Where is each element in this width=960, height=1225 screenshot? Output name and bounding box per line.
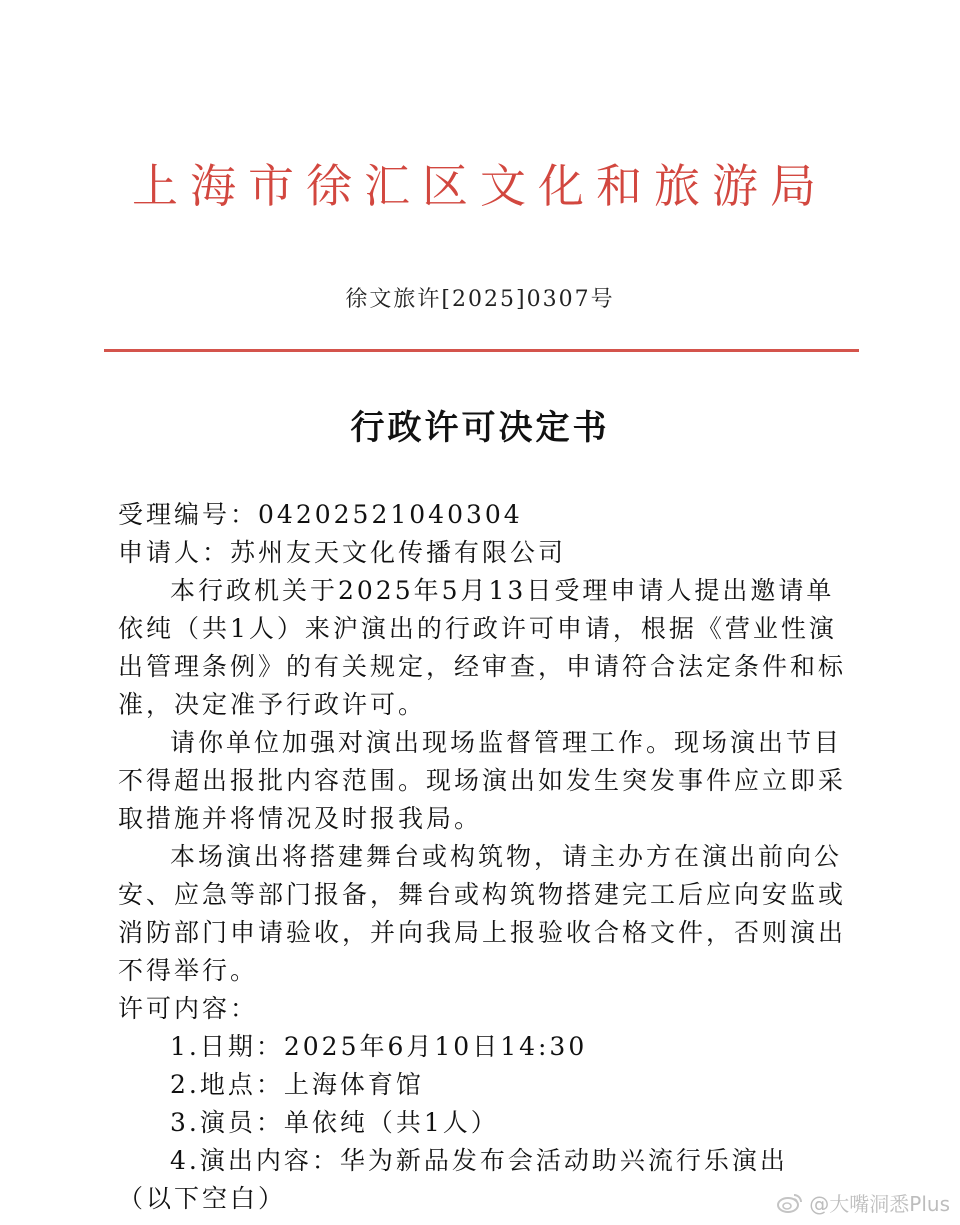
weibo-icon	[777, 1192, 803, 1214]
permit-item-venue: 2.地点：上海体育馆	[170, 1070, 424, 1099]
applicant-label: 申请人：	[118, 538, 231, 567]
paragraph-line: 本行政机关于2025年5月13日受理申请人提出邀请单	[170, 576, 835, 605]
document-body	[118, 496, 858, 1218]
paragraph-stage	[118, 838, 858, 990]
watermark-text: @大嘴洞悉Plus	[809, 1192, 950, 1216]
document-title: 行政许可决定书	[350, 408, 610, 448]
applicant-value: 苏州友天文化传播有限公司	[230, 538, 567, 567]
paragraph-approval	[118, 572, 858, 724]
permit-label: 许可内容：	[118, 994, 259, 1023]
applicant-line	[118, 534, 858, 572]
paragraph-line: 消防部门申请验收，并向我局上报验收合格文件，否则演出	[118, 918, 847, 947]
agency-header: 上海市徐汇区文化和旅游局	[132, 159, 828, 213]
paragraph-supervision	[118, 724, 858, 838]
red-divider	[104, 349, 859, 352]
document-number: 徐文旅许[2025]0307号	[345, 287, 615, 312]
case-number-value: 04202521040304	[258, 500, 523, 529]
paragraph-line: 取措施并将情况及时报我局。	[118, 804, 483, 833]
watermark	[777, 1188, 950, 1217]
blank-below-note: （以下空白）	[118, 1184, 287, 1213]
permit-item-content: 4.演出内容：华为新品发布会活动助兴流行乐演出	[170, 1146, 788, 1175]
paragraph-line: 准，决定准予行政许可。	[118, 690, 427, 719]
paragraph-line: 安、应急等部门报备，舞台或构筑物搭建完工后应向安监或	[118, 880, 847, 909]
paragraph-line: 本场演出将搭建舞台或构筑物，请主办方在演出前向公	[170, 842, 843, 871]
permit-item-performer: 3.演员：单依纯（共1人）	[170, 1108, 499, 1137]
paragraph-line: 出管理条例》的有关规定，经审查，申请符合法定条件和标	[118, 652, 847, 681]
paragraph-line: 不得举行。	[118, 956, 259, 985]
paragraph-line: 请你单位加强对演出现场监督管理工作。现场演出节目	[170, 728, 843, 757]
case-number-line	[118, 496, 858, 534]
case-number-label: 受理编号：	[118, 500, 259, 529]
paragraph-line: 依纯（共1人）来沪演出的行政许可申请，根据《营业性演	[118, 614, 837, 643]
permit-item-date: 1.日期：2025年6月10日14:30	[170, 1032, 588, 1061]
paragraph-line: 不得超出报批内容范围。现场演出如发生突发事件应立即采	[118, 766, 847, 795]
